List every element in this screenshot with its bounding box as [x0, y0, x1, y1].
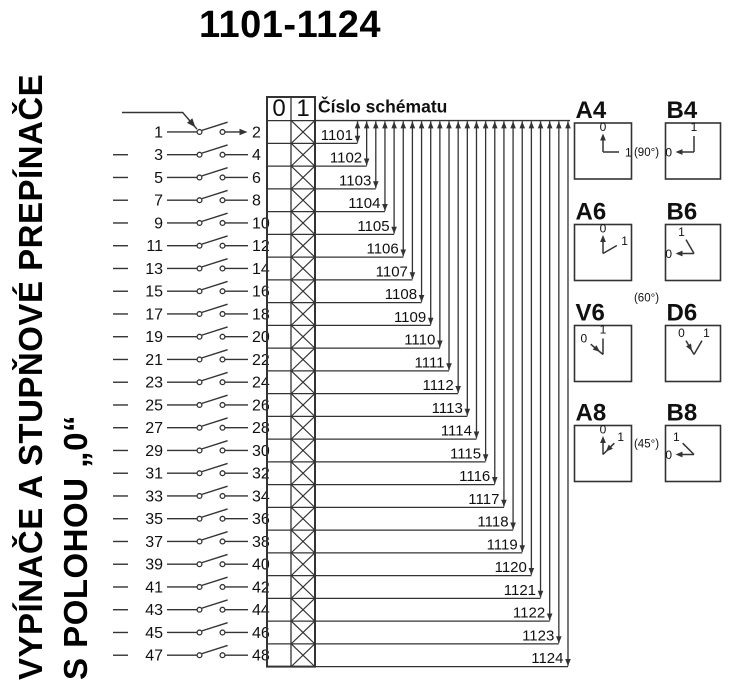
position-diagram-D6: [666, 300, 721, 382]
up-arrowhead: [373, 121, 379, 128]
down-arrowhead: [519, 545, 525, 552]
contact-number-right: 36: [252, 511, 270, 529]
page-title: 1101-1124: [198, 4, 382, 46]
position-arm: [603, 246, 617, 254]
schema-number: 1101: [320, 126, 353, 144]
position-arm-label: 1: [617, 429, 625, 444]
position-arm: [683, 443, 694, 454]
position-diagram-A8: [575, 400, 632, 482]
contact-pole-left: [197, 357, 202, 362]
contact-pole-right: [220, 494, 225, 499]
position-diagram-B8: [665, 400, 720, 482]
contact-number-left: 15: [145, 283, 163, 301]
contact-pole-right: [220, 425, 225, 430]
output-arrowhead: [240, 129, 248, 136]
down-arrowhead: [455, 386, 461, 393]
contact-pole-left: [197, 607, 202, 612]
contact-pole-left: [197, 516, 202, 521]
position-arm-label: 0: [678, 325, 685, 340]
contact-number-left: 7: [154, 192, 163, 210]
contact-number-right: 2: [252, 124, 261, 142]
contact-row: [113, 577, 270, 596]
contact-number-left: 9: [154, 215, 163, 233]
schema-number: 1103: [339, 172, 372, 190]
contact-number-right: 30: [252, 442, 270, 460]
contact-row: [113, 190, 261, 209]
schema-number: 1107: [375, 263, 408, 281]
contact-number-right: 14: [252, 260, 270, 278]
contact-number-right: 40: [252, 556, 270, 574]
position-diagram-A6: [575, 199, 632, 281]
contact-blade: [202, 372, 228, 380]
up-arrowhead: [382, 121, 388, 128]
contact-pole-left: [197, 243, 202, 248]
contact-pole-left: [197, 539, 202, 544]
contact-row: [113, 145, 261, 164]
contact-blade: [202, 623, 228, 631]
contact-number-left: 11: [146, 238, 163, 256]
down-arrowhead: [547, 614, 553, 621]
column-header-0: 0: [272, 95, 286, 122]
contact-number-left: 21: [145, 351, 163, 369]
contact-pole-right: [220, 175, 225, 180]
schema-number: 1122: [512, 604, 546, 622]
contact-number-left: 31: [145, 465, 163, 483]
contact-number-right: 34: [252, 488, 270, 506]
contact-row: [113, 486, 270, 505]
schema-number: 1124: [531, 650, 564, 668]
contact-blade: [202, 259, 228, 267]
contact-pole-left: [197, 653, 202, 658]
schema-number: 1115: [449, 445, 482, 463]
contact-row: [113, 645, 270, 664]
schema-number: 1108: [384, 286, 418, 304]
down-arrowhead: [364, 159, 370, 166]
schema-number: 1106: [366, 240, 399, 258]
contact-blade: [202, 145, 228, 153]
contact-row: [113, 600, 270, 619]
contact-pole-right: [220, 221, 225, 226]
contact-number-left: 47: [145, 647, 163, 665]
contact-blade: [202, 304, 228, 312]
contact-pole-left: [197, 266, 202, 271]
position-diagram-label: B8: [666, 399, 698, 427]
contact-blade: [202, 486, 228, 494]
schema-number: 1120: [494, 559, 527, 577]
up-arrowhead: [529, 121, 535, 128]
down-arrowhead: [492, 477, 498, 484]
contact-number-right: 22: [252, 351, 270, 369]
down-arrowhead: [565, 659, 571, 666]
down-arrowhead: [410, 272, 416, 279]
contact-number-right: 8: [252, 192, 261, 210]
contact-blade: [202, 327, 228, 335]
schema-number: 1109: [393, 308, 427, 326]
arm-arrow-out: [676, 149, 683, 155]
position-arm-label: 0: [665, 145, 672, 160]
side-title-line2: S POLOHOU „0“: [57, 414, 94, 680]
contact-pole-right: [220, 607, 225, 612]
angle-note: (90°): [633, 147, 660, 159]
contact-number-left: 33: [145, 488, 163, 506]
contact-row: [113, 532, 270, 551]
schema-number: 1102: [329, 149, 363, 167]
down-arrowhead: [446, 363, 452, 370]
up-arrowhead: [446, 121, 452, 128]
contact-number-left: 41: [145, 579, 163, 597]
schema-number: 1113: [431, 399, 463, 417]
down-arrowhead: [556, 636, 562, 643]
up-arrowhead: [355, 121, 361, 128]
position-arm-label: 1: [625, 145, 632, 160]
contact-row: [113, 372, 270, 391]
contact-number-right: 24: [252, 374, 270, 392]
position-arm-label: 0: [580, 331, 588, 346]
contact-pole-left: [197, 130, 202, 135]
schema-number: 1111: [414, 354, 445, 372]
angle-note: (60°): [633, 292, 660, 305]
contact-blade: [202, 509, 228, 517]
contact-blade: [202, 213, 228, 221]
contact-blade: [202, 236, 228, 244]
contact-number-right: 44: [252, 602, 270, 620]
contact-number-left: 19: [145, 329, 163, 347]
contact-row: [113, 463, 270, 482]
contact-pole-right: [220, 152, 225, 157]
contact-row: [113, 327, 270, 346]
contact-number-left: 23: [145, 374, 163, 392]
schema-number: 1121: [503, 581, 537, 599]
contact-number-left: 45: [145, 624, 163, 642]
schema-number: 1114: [440, 422, 472, 440]
down-arrowhead: [501, 500, 507, 507]
contact-blade: [202, 463, 228, 471]
position-diagram-label: A8: [575, 399, 607, 427]
position-diagram-B6: [665, 199, 720, 281]
contact-number-left: 39: [145, 556, 163, 574]
contact-pole-left: [197, 562, 202, 567]
up-arrowhead: [501, 121, 507, 128]
contact-number-right: 12: [252, 238, 270, 256]
contact-row: [113, 441, 270, 460]
contact-blade: [202, 600, 228, 608]
position-diagram-label: B6: [666, 198, 698, 226]
contact-pole-right: [220, 334, 225, 339]
up-arrowhead: [474, 121, 480, 128]
up-arrowhead: [400, 121, 406, 128]
position-arm-label: 1: [678, 224, 685, 239]
down-arrowhead: [437, 341, 443, 348]
contact-number-left: 17: [145, 306, 163, 324]
contact-row: [122, 113, 261, 142]
contact-number-right: 20: [252, 329, 270, 347]
arm-arrow-out: [676, 452, 683, 458]
contact-pole-left: [197, 403, 202, 408]
schema-number: 1104: [348, 195, 381, 213]
contact-pole-right: [220, 516, 225, 521]
contact-pole-right: [220, 380, 225, 385]
schema-number: 1116: [459, 468, 491, 486]
contact-row: [113, 259, 270, 278]
up-arrowhead: [519, 121, 525, 128]
down-arrowhead: [529, 568, 535, 575]
position-arm-label: 1: [672, 429, 680, 444]
schema-number: 1119: [486, 536, 518, 554]
arm-arrow-out: [676, 251, 683, 257]
arm-arrow-out: [600, 235, 606, 242]
contact-pole-right: [220, 403, 225, 408]
contact-number-right: 38: [252, 533, 270, 551]
contact-blade: [202, 418, 228, 426]
schema-branch: [315, 121, 360, 144]
schema-number: 1105: [357, 217, 390, 235]
contact-row: [113, 395, 270, 414]
contact-blade: [202, 281, 228, 289]
contact-number-right: 32: [252, 465, 270, 483]
contact-pole-right: [220, 312, 225, 317]
up-arrowhead: [492, 121, 498, 128]
contact-pole-left: [197, 289, 202, 294]
position-diagram-B4: [665, 97, 720, 179]
down-arrowhead: [483, 454, 489, 461]
contact-pole-left: [197, 630, 202, 635]
up-arrowhead: [510, 121, 516, 128]
contact-row: [113, 304, 270, 323]
down-arrowhead: [355, 136, 361, 143]
position-arm-label: 0: [665, 247, 672, 261]
up-arrowhead: [410, 121, 416, 128]
schema-fanout: [315, 96, 571, 668]
side-title-line1: VYPÍNAČE A STUPŇOVÉ PREPÍNAČE: [12, 73, 49, 680]
position-diagram-label: B4: [666, 97, 698, 124]
contact-number-left: 13: [145, 260, 163, 278]
position-arm-label: 1: [621, 234, 628, 248]
contact-pole-left: [197, 221, 202, 226]
contact-pole-right: [220, 539, 225, 544]
contact-pole-right: [220, 630, 225, 635]
up-arrowhead: [428, 121, 434, 128]
contact-row: [113, 554, 270, 573]
contact-pole-right: [220, 357, 225, 362]
down-arrowhead: [465, 409, 471, 416]
position-arm-label: 0: [599, 221, 607, 236]
up-arrowhead: [437, 121, 443, 128]
down-arrowhead: [400, 250, 406, 257]
contact-number-right: 42: [252, 579, 270, 597]
contact-pole-left: [197, 380, 202, 385]
position-diagram-label: V6: [575, 299, 605, 327]
state-table: [267, 95, 315, 667]
contact-pole-left: [197, 312, 202, 317]
position-arm-label: 0: [599, 422, 607, 437]
contact-pole-right: [220, 471, 225, 476]
contact-number-right: 4: [252, 147, 261, 165]
up-arrowhead: [547, 121, 553, 128]
contact-pole-left: [197, 152, 202, 157]
schema-header: Číslo schématu: [318, 96, 448, 117]
up-arrowhead: [538, 121, 544, 128]
contact-number-left: 29: [145, 442, 163, 460]
contact-row: [113, 509, 270, 528]
down-arrowhead: [538, 591, 544, 598]
contact-blade: [202, 645, 228, 653]
contact-pole-right: [220, 585, 225, 590]
column-header-1: 1: [296, 95, 310, 122]
contact-pole-right: [220, 243, 225, 248]
contact-pole-left: [197, 198, 202, 203]
schema-number: 1123: [522, 627, 555, 645]
contact-pole-right: [220, 289, 225, 294]
contact-row: [113, 281, 270, 300]
contact-pole-left: [197, 334, 202, 339]
down-arrowhead: [373, 181, 379, 188]
contact-pole-left: [197, 175, 202, 180]
contact-number-right: 18: [252, 306, 270, 324]
angle-note: (45°): [633, 438, 660, 451]
position-arm-label: 0: [665, 448, 672, 462]
contact-pole-right: [220, 448, 225, 453]
position-diagram-A4: [575, 97, 633, 179]
schema-number: 1118: [477, 513, 509, 531]
contact-pole-left: [197, 425, 202, 430]
contact-number-left: 25: [145, 397, 163, 415]
contact-pole-right: [220, 198, 225, 203]
position-arm-label: 0: [599, 120, 607, 134]
contact-blade: [202, 168, 228, 176]
contact-number-right: 48: [252, 647, 270, 665]
contact-number-left: 43: [145, 602, 163, 620]
contact-blade: [202, 577, 228, 585]
contact-blade: [202, 532, 228, 540]
contact-number-left: 3: [154, 147, 163, 165]
up-arrowhead: [565, 121, 571, 128]
down-arrowhead: [428, 318, 434, 325]
contact-number-left: 5: [154, 169, 163, 187]
contact-rows: [113, 113, 270, 665]
up-arrowhead: [391, 121, 397, 128]
contact-blade: [202, 554, 228, 562]
contact-pole-right: [220, 562, 225, 567]
up-arrowhead: [465, 121, 471, 128]
position-arm: [686, 240, 694, 254]
contact-blade: [202, 395, 228, 403]
contact-number-left: 37: [145, 533, 163, 551]
down-arrowhead: [419, 295, 425, 302]
schema-number: 1112: [422, 377, 454, 395]
position-diagrams: [575, 97, 721, 482]
up-arrowhead: [455, 121, 461, 128]
contact-number-right: 6: [252, 169, 261, 187]
contact-number-right: 28: [252, 420, 270, 438]
down-arrowhead: [391, 227, 397, 234]
contact-number-left: 1: [154, 124, 163, 142]
contact-number-left: 35: [145, 511, 163, 529]
position-diagram-label: A4: [575, 97, 607, 124]
schema-number: 1110: [404, 331, 436, 349]
contact-pole-right: [220, 266, 225, 271]
up-arrowhead: [364, 121, 370, 128]
contact-row: [113, 418, 270, 437]
arm-arrow-out: [600, 134, 606, 141]
arm-arrow-out: [600, 436, 606, 443]
schema-number: 1117: [468, 490, 500, 508]
contact-pole-right: [220, 130, 225, 135]
up-arrowhead: [419, 121, 425, 128]
contact-number-right: 10: [252, 215, 270, 233]
contact-pole-left: [197, 585, 202, 590]
contact-row: [113, 213, 270, 232]
contact-row: [113, 236, 270, 255]
contact-pole-left: [197, 471, 202, 476]
contact-row: [113, 623, 270, 642]
contact-number-right: 16: [252, 283, 270, 301]
contact-pole-left: [197, 448, 202, 453]
position-arm-label: 1: [703, 325, 710, 340]
down-arrowhead: [382, 204, 388, 211]
contact-number-right: 26: [252, 397, 270, 415]
contact-blade: [202, 441, 228, 449]
contact-number-left: 27: [145, 420, 163, 438]
position-diagram-label: A6: [575, 198, 607, 226]
up-arrowhead: [556, 121, 562, 128]
contact-pole-right: [220, 653, 225, 658]
down-arrowhead: [510, 523, 516, 530]
position-diagram-label: D6: [666, 299, 698, 327]
contact-blade: [202, 190, 228, 198]
contact-pole-left: [197, 494, 202, 499]
contact-number-right: 46: [252, 624, 270, 642]
position-diagram-V6: [575, 300, 632, 382]
contact-row: [113, 350, 270, 369]
position-arm-label: 1: [599, 322, 607, 337]
contact-blade: [202, 122, 228, 130]
position-arm: [694, 341, 702, 355]
contact-row: [113, 168, 261, 187]
contact-blade: [202, 350, 228, 358]
position-arm-label: 1: [690, 120, 698, 134]
down-arrowhead: [474, 432, 480, 439]
up-arrowhead: [483, 121, 489, 128]
